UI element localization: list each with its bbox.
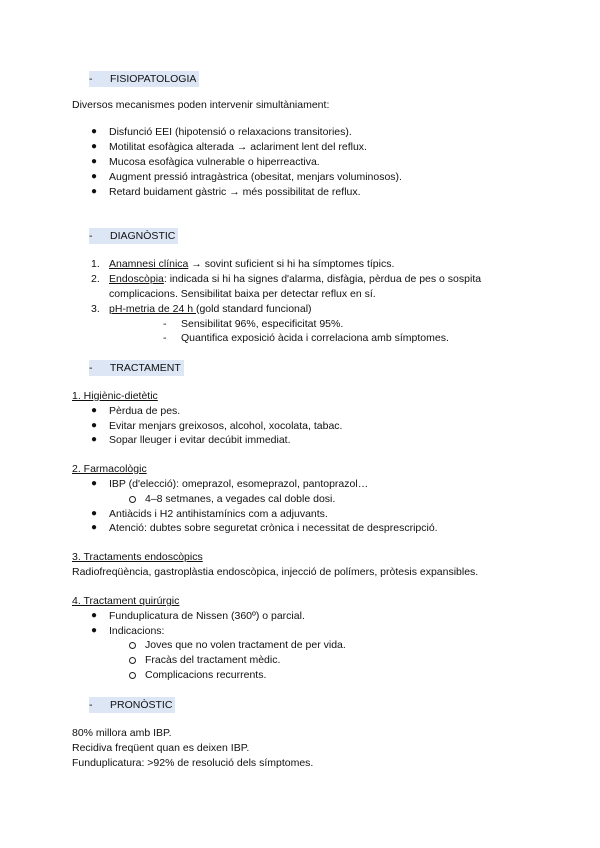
list-item: Augment pressió intragàstrica (obesitat, menjars voluminosos). [109,171,402,183]
bullet-icon: ● [91,126,98,137]
subsection-heading: 3. Tractaments endoscòpics [72,551,203,563]
paragraph: Radiofreqüència, gastroplàstia endoscòpica, injecció de polímers, pròtesis expansibles. [72,566,479,578]
list-item: Pèrdua de pes. [109,405,181,417]
sub-dash: - [163,332,167,344]
list-number: 1. [91,258,100,270]
bullet-icon: ● [91,434,98,445]
sub-item: Quantifica exposició àcida i correlaciona amb símptomes. [181,332,449,344]
list-item: Sopar lleuger i evitar decúbit immediat. [109,434,291,446]
bullet-icon: ● [91,478,98,489]
bullet-icon: ● [91,610,98,621]
circle-bullet-icon [129,496,136,503]
list-item: Atenció: dubtes sobre seguretat crònica i necessitat de desprescripció. [109,522,438,534]
list-item: Antiàcids i H2 antihistamínics com a adjuvants. [109,508,328,520]
heading-title: DIAGNÒSTIC [110,230,176,242]
heading-dash: - [89,699,93,711]
list-item: Indicacions: [109,625,165,637]
list-item: IBP (d'elecció): omeprazol, esomeprazol, pantoprazol… [109,478,369,490]
paragraph-line: Funduplicatura: >92% de resolució dels símptomes. [72,757,314,769]
heading-dash: - [89,73,93,85]
list-item [109,257,394,271]
section-heading-fisiopatologia [89,71,199,87]
diagnostic-text: : indicada si hi ha signes d'alarma, disfàgia, pèrdua de pes o sospita [163,273,482,285]
sub-item: Complicacions recurrents. [145,669,267,681]
section-heading-tractament [89,360,184,376]
paragraph-line: 80% millora amb IBP. [72,727,172,739]
list-item [109,272,481,286]
list-item [109,302,312,316]
list-item: Mucosa esofàgica vulnerable o hiperreactiva. [109,156,320,168]
list-item: Disfunció EEI (hipotensió o relaxacions transitories). [109,126,352,138]
circle-bullet-icon [129,657,136,664]
list-item-continuation: complicacions. Sensibilitat baixa per detectar reflux en sí. [109,288,376,300]
heading-title: TRACTAMENT [109,362,181,374]
sub-item: Joves que no volen tractament de per vida. [145,639,346,651]
bullet-icon: ● [91,625,98,636]
heading-dash: - [89,230,93,242]
diagnostic-text: → sovint suficient si hi ha símptomes típics. [188,258,395,270]
sub-dash: - [163,318,167,330]
intro-text: Diversos mecanismes poden intervenir simultàniament: [72,99,330,111]
bullet-icon: ● [91,141,98,152]
circle-bullet-icon [129,672,136,679]
section-heading-pronostic [89,697,175,713]
bullet-icon: ● [91,508,98,519]
list-item: Evitar menjars greixosos, alcohol, xocolata, tabac. [109,420,343,432]
bullet-icon: ● [91,405,98,416]
list-item: Funduplicatura de Nissen (360º) o parcial. [109,610,305,622]
diagnostic-term: Anamnesi clínica [109,258,189,270]
diagnostic-term: Endoscòpia [109,273,164,285]
sub-item: 4–8 setmanes, a vegades cal doble dosi. [145,493,336,505]
section-heading-diagnostic [89,228,178,244]
bullet-icon: ● [91,186,98,197]
subsection-heading: 4. Tractament quirúrgic [72,595,180,607]
paragraph-line: Recidiva freqüent quan es deixen IBP. [72,742,250,754]
list-item: Motilitat esofàgica alterada → aclariment lent del reflux. [109,141,367,153]
subsection-heading: 2. Farmacològic [72,463,147,475]
sub-item: Sensibilitat 96%, especificitat 95%. [181,318,344,330]
subsection-heading: 1. Higiènic-dietètic [72,390,158,402]
diagnostic-text: (gold standard funcional) [195,303,312,315]
circle-bullet-icon [129,642,136,649]
bullet-icon: ● [91,420,98,431]
list-number: 3. [91,303,100,315]
list-number: 2. [91,273,100,285]
bullet-icon: ● [91,171,98,182]
diagnostic-term: pH-metria de 24 h [109,303,196,315]
heading-title: PRONÒSTIC [110,699,173,711]
heading-dash: - [89,362,93,374]
heading-title: FISIOPATOLOGIA [110,73,197,85]
sub-item: Fracàs del tractament mèdic. [145,654,281,666]
bullet-icon: ● [91,156,98,167]
bullet-icon: ● [91,522,98,533]
list-item: Retard buidament gàstric → més possibilitat de reflux. [109,186,361,198]
